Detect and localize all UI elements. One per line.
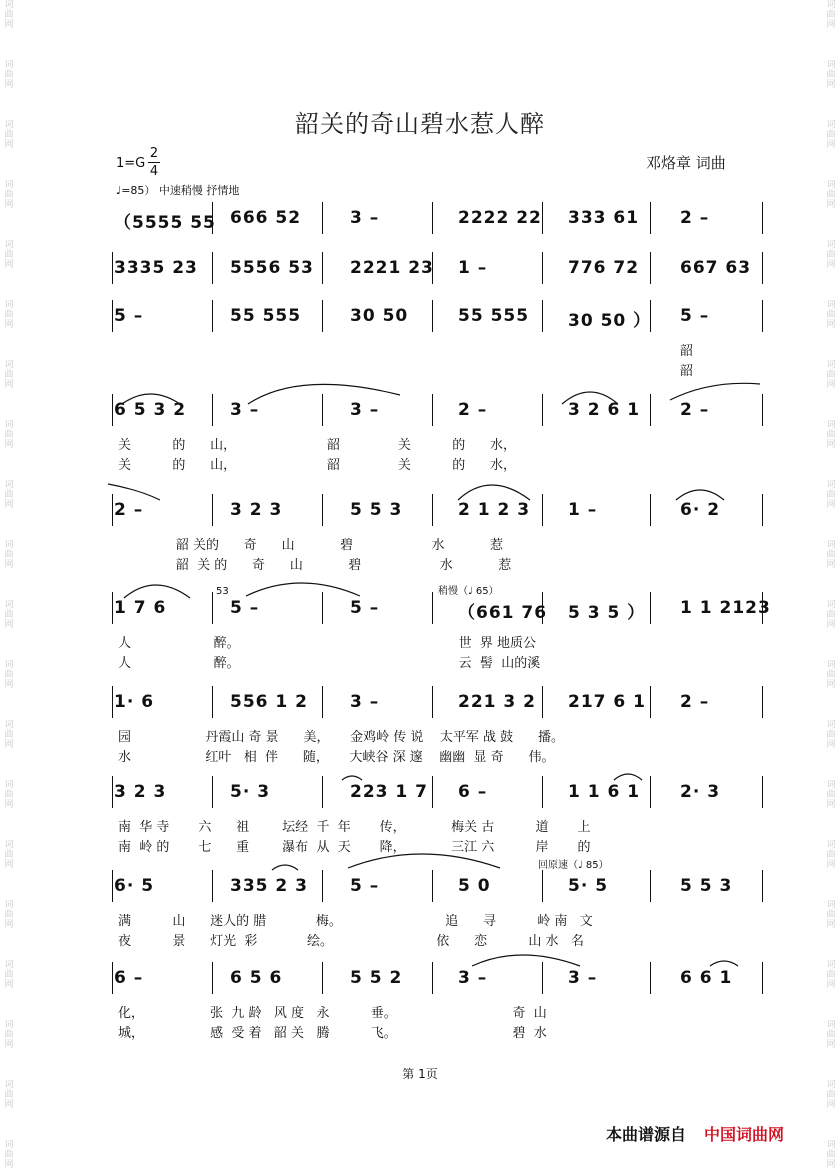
page-number: 第 1页 bbox=[402, 1067, 438, 1081]
bar-line bbox=[432, 962, 433, 994]
measure: 5 – bbox=[680, 306, 710, 326]
watermark-mark: 词 曲 网 bbox=[4, 780, 14, 810]
measure: 2 – bbox=[680, 692, 710, 712]
watermark-mark: 词 曲 网 bbox=[826, 480, 836, 510]
measure: 3 – bbox=[568, 968, 598, 988]
measure: 3 – bbox=[350, 208, 380, 228]
bar-line bbox=[212, 300, 213, 332]
bar-line bbox=[650, 776, 651, 808]
bar-line bbox=[112, 394, 113, 426]
lyric-line: 水 红叶 相 伴 随， 大峡谷 深 邃 幽幽 显 奇 伟。 bbox=[118, 750, 555, 765]
measure: （661 76 bbox=[458, 603, 548, 623]
bar-line bbox=[212, 592, 213, 624]
bar-line bbox=[322, 592, 323, 624]
bar-line bbox=[432, 592, 433, 624]
measure: 1 7 6 bbox=[114, 598, 167, 618]
measure: 333 61 bbox=[568, 208, 640, 228]
bar-line bbox=[112, 776, 113, 808]
watermark-mark: 词 曲 网 bbox=[4, 60, 14, 90]
bar-line bbox=[650, 252, 651, 284]
watermark-mark: 词 曲 网 bbox=[4, 360, 14, 390]
measure: 55 555 bbox=[230, 306, 302, 326]
bar-line bbox=[212, 870, 213, 902]
measure: 5 5 2 bbox=[350, 968, 403, 988]
bar-line bbox=[762, 962, 763, 994]
bar-line bbox=[212, 252, 213, 284]
slow-tempo-note: 稍慢（♩ 65） bbox=[438, 586, 499, 597]
score-row bbox=[112, 300, 767, 334]
watermark-mark: 词 曲 网 bbox=[826, 1020, 836, 1050]
measure: （5555 55 bbox=[114, 213, 216, 233]
measure: 2 – bbox=[114, 500, 144, 520]
measure: 217 6 1 bbox=[568, 692, 646, 712]
bar-line bbox=[762, 202, 763, 234]
bar-line bbox=[112, 686, 113, 718]
bar-line bbox=[650, 592, 651, 624]
bar-line bbox=[322, 870, 323, 902]
measure: 3 – bbox=[230, 400, 260, 420]
watermark-mark: 词 曲 网 bbox=[826, 540, 836, 570]
watermark-mark: 词 曲 网 bbox=[4, 660, 14, 690]
measure: 3 2 3 bbox=[230, 500, 283, 520]
lyric-line: 人 醉。 世 界 地质公 bbox=[118, 636, 537, 651]
tempo-marking: ♩=85） 中速稍慢 抒情地 bbox=[116, 184, 240, 197]
bar-line bbox=[432, 300, 433, 332]
bar-line bbox=[432, 394, 433, 426]
lyric-line: 园 丹霞山 奇 景 美， 金鸡岭 传 说 太平军 战 鼓 播。 bbox=[118, 730, 564, 745]
bar-line bbox=[762, 252, 763, 284]
watermark-strip-right bbox=[824, 0, 838, 1169]
measure: 5556 53 bbox=[230, 258, 314, 278]
lyric-line: 关 的 山， 韶 关 的 水， bbox=[118, 458, 516, 473]
measure: 3335 23 bbox=[114, 258, 198, 278]
watermark-mark: 词 曲 网 bbox=[4, 720, 14, 750]
measure: 6· 2 bbox=[680, 500, 721, 520]
watermark-strip-left bbox=[2, 0, 16, 1169]
measure: 5· 5 bbox=[568, 876, 609, 896]
watermark-mark: 词 曲 网 bbox=[826, 120, 836, 150]
measure: 556 1 2 bbox=[230, 692, 308, 712]
watermark-mark: 词 曲 网 bbox=[826, 300, 836, 330]
measure: 5 3 5 ） bbox=[568, 603, 646, 623]
author-credit: 邓烙章 词曲 bbox=[646, 154, 726, 172]
bar-line bbox=[432, 494, 433, 526]
watermark-mark: 词 曲 网 bbox=[4, 1080, 14, 1110]
watermark-mark: 词 曲 网 bbox=[4, 840, 14, 870]
measure: 6 – bbox=[114, 968, 144, 988]
measure: 221 3 2 bbox=[458, 692, 536, 712]
measure: 5 5 3 bbox=[680, 876, 733, 896]
return-tempo-note: 回原速（♩ 85） bbox=[538, 860, 609, 871]
measure: 1 1 6 1 bbox=[568, 782, 641, 802]
measure: 2· 3 bbox=[680, 782, 721, 802]
source-footer bbox=[606, 1122, 784, 1145]
bar-line bbox=[322, 494, 323, 526]
lyric-line: 人 醉。 云 髻 山的溪 bbox=[118, 656, 541, 671]
watermark-mark: 词 曲 网 bbox=[4, 600, 14, 630]
lyric-line: 夜 景 灯光 彩 绘。 依 恋 山 水 名 bbox=[118, 934, 584, 949]
watermark-mark: 词 曲 网 bbox=[4, 540, 14, 570]
measure: 3 – bbox=[350, 692, 380, 712]
measure: 1 1 2123 bbox=[680, 598, 771, 618]
source-brand: 中国词曲网 bbox=[704, 1125, 785, 1144]
lyric-line: 关 的 山， 韶 关 的 水， bbox=[118, 438, 516, 453]
score-row bbox=[112, 962, 767, 996]
source-text: 本曲谱源自 bbox=[606, 1125, 687, 1144]
measure: 3 2 6 1 bbox=[568, 400, 641, 420]
measure: 5 0 bbox=[458, 876, 491, 896]
measure: 2 – bbox=[458, 400, 488, 420]
watermark-mark: 词 曲 网 bbox=[826, 0, 836, 30]
bar-line bbox=[650, 202, 651, 234]
measure: 1 – bbox=[458, 258, 488, 278]
bar-line bbox=[112, 962, 113, 994]
watermark-mark: 词 曲 网 bbox=[4, 900, 14, 930]
watermark-mark: 词 曲 网 bbox=[4, 300, 14, 330]
bar-line bbox=[762, 494, 763, 526]
bar-line bbox=[650, 494, 651, 526]
bar-line bbox=[542, 870, 543, 902]
bar-line bbox=[542, 494, 543, 526]
bar-line bbox=[212, 776, 213, 808]
watermark-mark: 词 曲 网 bbox=[826, 780, 836, 810]
meter-top: 2 bbox=[149, 146, 159, 161]
watermark-mark: 词 曲 网 bbox=[4, 480, 14, 510]
watermark-mark: 词 曲 网 bbox=[4, 420, 14, 450]
lyric-line: 韶 关的 奇 山 碧 水 惹 bbox=[118, 538, 503, 553]
watermark-mark: 词 曲 网 bbox=[4, 240, 14, 270]
bar-line bbox=[212, 962, 213, 994]
key-signature: 1=G bbox=[116, 156, 146, 171]
lyric-line: 满 山 迷人的 腊 梅。 追 寻 岭 南 文 bbox=[118, 914, 593, 929]
bar-line bbox=[112, 870, 113, 902]
bar-line bbox=[322, 776, 323, 808]
watermark-mark: 词 曲 网 bbox=[826, 720, 836, 750]
lyric-line: 南 华 寺 六 祖 坛经 千 年 传， 梅关 古 道 上 bbox=[118, 820, 591, 835]
time-signature bbox=[148, 146, 160, 179]
watermark-mark: 词 曲 网 bbox=[826, 900, 836, 930]
bar-line bbox=[322, 686, 323, 718]
meter-bottom: 4 bbox=[149, 164, 159, 179]
watermark-mark: 词 曲 网 bbox=[826, 240, 836, 270]
bar-line bbox=[762, 686, 763, 718]
bar-line bbox=[322, 962, 323, 994]
bar-line bbox=[322, 202, 323, 234]
measure: 6 5 3 2 bbox=[114, 400, 187, 420]
bar-line bbox=[112, 300, 113, 332]
measure: 6 6 1 bbox=[680, 968, 733, 988]
score-row bbox=[112, 870, 767, 904]
score-row bbox=[112, 202, 767, 236]
watermark-mark: 词 曲 网 bbox=[4, 0, 14, 30]
measure: 6· 5 bbox=[114, 876, 155, 896]
bar-line bbox=[762, 870, 763, 902]
measure: 335 2 3 bbox=[230, 876, 308, 896]
score-row bbox=[112, 592, 771, 626]
score-row bbox=[112, 686, 767, 720]
measure: 5 – bbox=[230, 598, 260, 618]
lyric-line: 韶 bbox=[680, 344, 694, 359]
lyric-line: 南 岭 的 七 重 瀑布 从 天 降， 三江 六 岸 的 bbox=[118, 840, 591, 855]
watermark-mark: 词 曲 网 bbox=[4, 1020, 14, 1050]
measure: 30 50 ） bbox=[568, 311, 652, 331]
score-row bbox=[112, 252, 767, 286]
bar-line bbox=[542, 962, 543, 994]
bar-line bbox=[432, 776, 433, 808]
watermark-mark: 词 曲 网 bbox=[826, 600, 836, 630]
measure: 55 555 bbox=[458, 306, 530, 326]
measure: 3 – bbox=[350, 400, 380, 420]
measure: 5 5 3 bbox=[350, 500, 403, 520]
bar-line bbox=[432, 870, 433, 902]
bar-line bbox=[542, 776, 543, 808]
measure: 5· 3 bbox=[230, 782, 271, 802]
song-title: 韶关的奇山碧水惹人醉 bbox=[295, 110, 545, 138]
bar-line bbox=[762, 300, 763, 332]
measure: 2 – bbox=[680, 208, 710, 228]
watermark-mark: 词 曲 网 bbox=[826, 660, 836, 690]
measure: 5 – bbox=[114, 306, 144, 326]
lyric-line: 韶 关 的 奇 山 碧 水 惹 bbox=[118, 558, 512, 573]
score-row bbox=[112, 394, 767, 428]
bar-line bbox=[322, 252, 323, 284]
measure: 5 – bbox=[350, 876, 380, 896]
measure: 3 – bbox=[458, 968, 488, 988]
bar-line bbox=[112, 592, 113, 624]
bar-line bbox=[322, 394, 323, 426]
measure: 2222 22 bbox=[458, 208, 542, 228]
watermark-mark: 词 曲 网 bbox=[4, 180, 14, 210]
measure: 3 2 3 bbox=[114, 782, 167, 802]
watermark-mark: 词 曲 网 bbox=[826, 180, 836, 210]
watermark-mark: 词 曲 网 bbox=[826, 1080, 836, 1110]
bar-line bbox=[542, 300, 543, 332]
measure: 776 72 bbox=[568, 258, 640, 278]
watermark-mark: 词 曲 网 bbox=[4, 1140, 14, 1169]
lyric-line: 城， 感 受 着 韶 关 腾 飞。 碧 水 bbox=[118, 1026, 547, 1041]
measure: 1· 6 bbox=[114, 692, 155, 712]
bar-line bbox=[762, 776, 763, 808]
measure: 2 1 2 3 bbox=[458, 500, 531, 520]
bar-line bbox=[212, 686, 213, 718]
measure: 2221 23 bbox=[350, 258, 434, 278]
grace-note: 53 bbox=[216, 586, 229, 597]
watermark-mark: 词 曲 网 bbox=[826, 60, 836, 90]
measure: 6 – bbox=[458, 782, 488, 802]
bar-line bbox=[432, 686, 433, 718]
score-row bbox=[112, 494, 767, 528]
measure: 5 – bbox=[350, 598, 380, 618]
bar-line bbox=[542, 252, 543, 284]
bar-line bbox=[212, 494, 213, 526]
watermark-mark: 词 曲 网 bbox=[826, 420, 836, 450]
lyric-line: 化， 张 九 龄 风 度 永 垂。 奇 山 bbox=[118, 1006, 547, 1021]
measure: 667 63 bbox=[680, 258, 752, 278]
measure: 223 1 7 bbox=[350, 782, 428, 802]
bar-line bbox=[650, 962, 651, 994]
measure: 6 5 6 bbox=[230, 968, 283, 988]
score-row bbox=[112, 776, 767, 810]
bar-line bbox=[650, 870, 651, 902]
measure: 2 – bbox=[680, 400, 710, 420]
bar-line bbox=[112, 494, 113, 526]
measure: 30 50 bbox=[350, 306, 409, 326]
bar-line bbox=[112, 252, 113, 284]
bar-line bbox=[650, 394, 651, 426]
bar-line bbox=[762, 394, 763, 426]
watermark-mark: 词 曲 网 bbox=[826, 840, 836, 870]
measure: 666 52 bbox=[230, 208, 302, 228]
bar-line bbox=[542, 394, 543, 426]
bar-line bbox=[542, 202, 543, 234]
watermark-mark: 词 曲 网 bbox=[826, 960, 836, 990]
lyric-line: 韶 bbox=[680, 364, 694, 379]
bar-line bbox=[542, 686, 543, 718]
measure: 1 – bbox=[568, 500, 598, 520]
bar-line bbox=[322, 300, 323, 332]
bar-line bbox=[212, 394, 213, 426]
bar-line bbox=[432, 202, 433, 234]
watermark-mark: 词 曲 网 bbox=[4, 960, 14, 990]
watermark-mark: 词 曲 网 bbox=[826, 1140, 836, 1169]
watermark-mark: 词 曲 网 bbox=[826, 360, 836, 390]
bar-line bbox=[650, 686, 651, 718]
watermark-mark: 词 曲 网 bbox=[4, 120, 14, 150]
